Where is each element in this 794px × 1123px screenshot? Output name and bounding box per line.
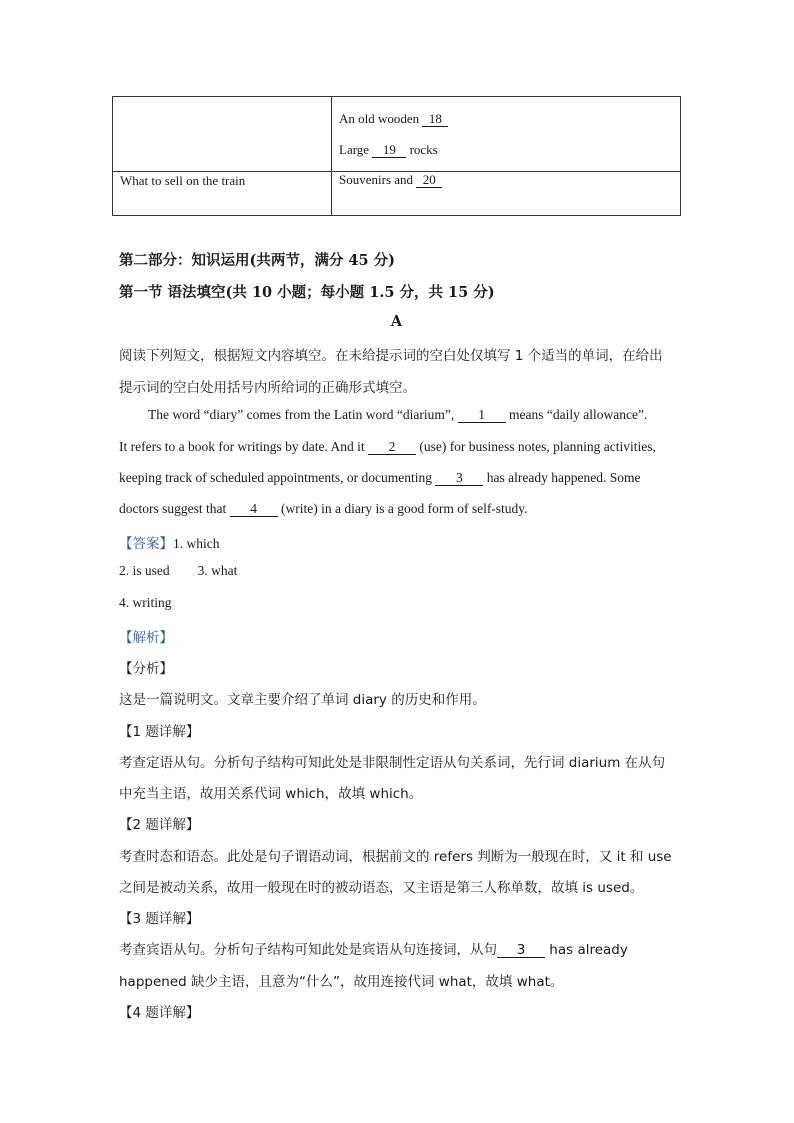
table-label-cell: What to sell on the train [113, 172, 332, 216]
q3-detail: 考查宾语从句。分析句子结构可知此处是宾语从句连接词，从句 3 has already [119, 942, 628, 958]
fenxi-text: 这是一篇说明文。文章主要介绍了单词 diary 的历史和作用。 [119, 692, 486, 708]
fenxi-tag: 【分析】 [119, 661, 173, 677]
passage-label: A [390, 313, 403, 330]
q3-tag: 【3 题详解】 [119, 911, 200, 927]
section-heading: 第一节 语法填空(共 10 小题；每小题 1.5 分，共 15 分) [119, 284, 495, 301]
blank-1: 1 [458, 408, 506, 423]
blank-19: 19 [372, 143, 406, 158]
q4-tag: 【4 题详解】 [119, 1005, 200, 1021]
blank-20: 20 [416, 173, 442, 188]
blank-2: 2 [368, 440, 416, 455]
passage-line: doctors suggest that 4 (write) in a diary is a good form of self-study. [119, 501, 528, 516]
answer-tag: 【答案】 [119, 536, 173, 552]
passage-line: The word “diary” comes from the Latin word “diarium”, 1 means “daily allowance”. [148, 407, 648, 422]
q2-detail: 考查时态和语态。此处是句子谓语动词，根据前文的 refers 判断为一般现在时，又 it 和 use [119, 849, 672, 865]
table-row [113, 172, 681, 216]
blank-3: 3 [435, 471, 483, 486]
instruction-line: 提示词的空白处用括号内所给词的正确形式填空。 [119, 380, 416, 396]
q2-tag: 【2 题详解】 [119, 817, 200, 833]
q1-detail: 中充当主语，故用关系代词 which，故填 which。 [119, 786, 423, 802]
q2-detail: 之间是被动关系，故用一般现在时的被动语态，又主语是第三人称单数，故填 is used。 [119, 880, 644, 896]
answer-line: 2. is used 3. what [119, 563, 238, 578]
blank-4: 4 [230, 502, 278, 517]
passage-line: It refers to a book for writings by date. And it 2 (use) for business notes, planning activities, [119, 439, 656, 454]
table-cell-empty [113, 97, 332, 172]
analysis-tag: 【解析】 [119, 630, 173, 646]
instruction-line: 阅读下列短文，根据短文内容填空。在未给提示词的空白处仅填写 1 个适当的单词，在给出 [119, 348, 663, 364]
info-table [112, 96, 681, 216]
q3-detail: happened 缺少主语，且意为“什么”，故用连接代词 what，故填 what。 [119, 974, 564, 990]
passage-line: keeping track of scheduled appointments, or documenting 3 has already happened. Some [119, 470, 641, 485]
answer-line: 4. writing [119, 595, 172, 610]
table-cell [332, 97, 681, 172]
part-heading: 第二部分：知识运用(共两节，满分 45 分) [119, 252, 395, 269]
table-line-18: An old wooden 18 [339, 103, 680, 134]
q1-tag: 【1 题详解】 [119, 724, 200, 740]
table-cell: Souvenirs and 20 [332, 172, 681, 216]
answer-line: 【答案】1. which [119, 536, 220, 552]
q1-detail: 考查定语从句。分析句子结构可知此处是非限制性定语从句关系词，先行词 diarium 在从句 [119, 755, 666, 771]
blank-18: 18 [422, 112, 448, 127]
blank-3-ref: 3 [497, 943, 545, 958]
table-line-19: Large 19 rocks [339, 142, 438, 157]
table-row [113, 97, 681, 172]
